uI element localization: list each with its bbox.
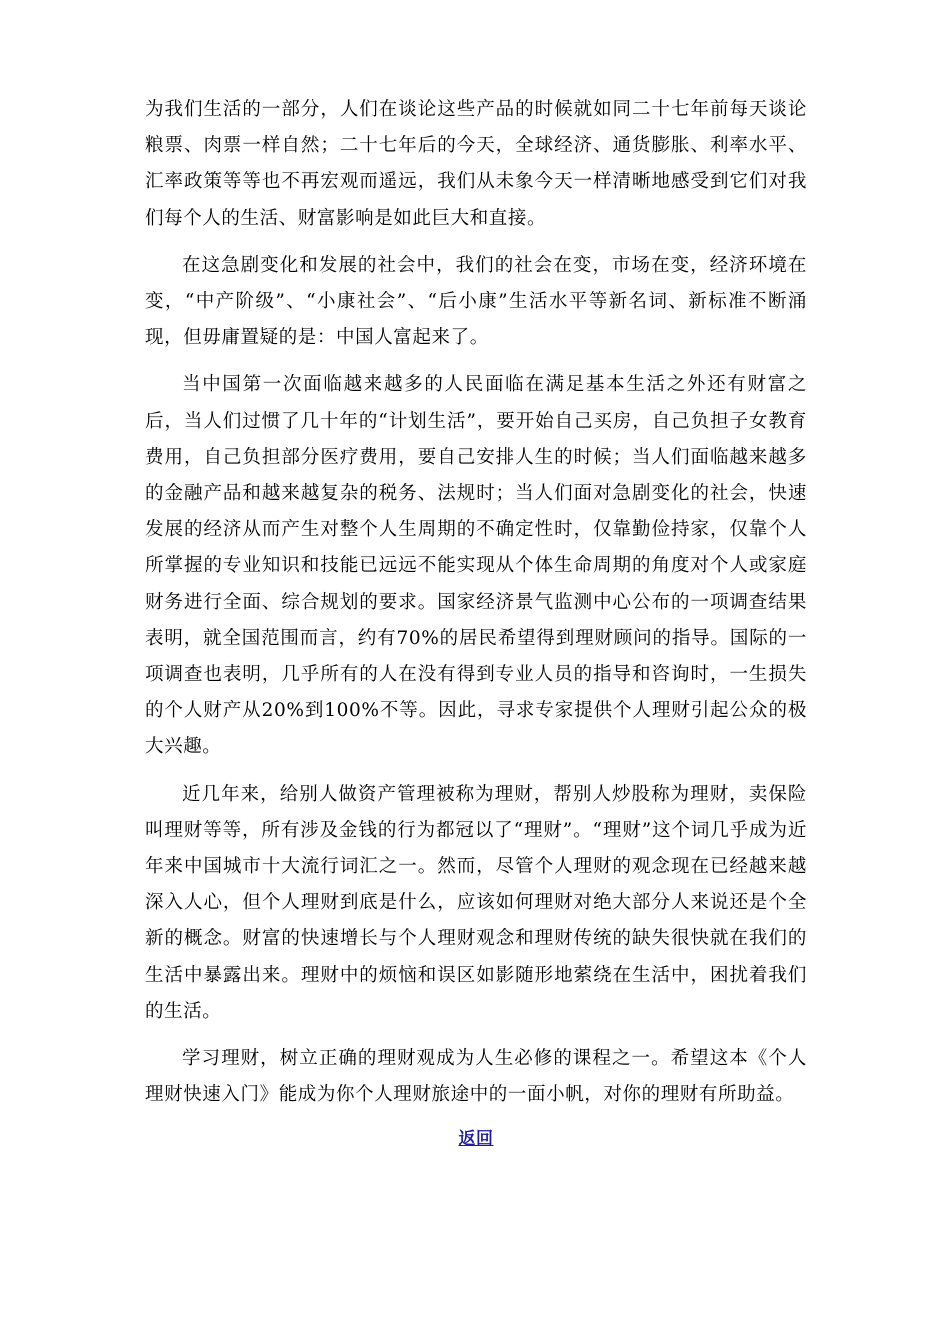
document-body xyxy=(145,92,807,1149)
paragraph: 为我们生活的一部分，人们在谈论这些产品的时候就如同二十七年前每天谈论粮票、肉票一样自然；二十七年后的今天，全球经济、通货膨胀、利率水平、汇率政策等等也不再宏观而遥远，我们从未象今天一样清晰地感受到它们对我们每个人的生活、财富影响是如此巨大和直接。 xyxy=(145,99,807,229)
paragraph: 近几年来，给别人做资产管理被称为理财，帮别人炒股称为理财，卖保险叫理财等等，所有涉及金钱的行为都冠以了“理财”。“理财”这个词几乎成为近年来中国城市十大流行词汇之一。然而，尽管个人理财的观念现在已经越来越深入人心，但个人理财到底是什么，应该如何理财对绝大部分人来说还是个全新的概念。财富的快速增长与个人理财观念和理财传统的缺失很快就在我们的生活中暴露出来。理财中的烦恼和误区如影随形地萦绕在生活中，困扰着我们的生活。 xyxy=(145,783,807,1022)
back-link[interactable]: 返回 xyxy=(458,1129,494,1150)
paragraph: 学习理财，树立正确的理财观成为人生必修的课程之一。希望这本《个人理财快速入门》能成为你个人理财旅途中的一面小帆，对你的理财有所助益。 xyxy=(145,1048,807,1106)
back-link-container xyxy=(145,1124,807,1149)
paragraph: 在这急剧变化和发展的社会中，我们的社会在变，市场在变，经济环境在变，“中产阶级”、“小康社会”、“后小康”生活水平等新名词、新标准不断涌现，但毋庸置疑的是：中国人富起来了。 xyxy=(145,254,807,349)
paragraph: 当中国第一次面临越来越多的人民面临在满足基本生活之外还有财富之后，当人们过惯了几十年的“计划生活”，要开始自己买房，自己负担子女教育费用，自己负担部分医疗费用，要自己安排人生的时候；当人们面临越来越多的金融产品和越来越复杂的税务、法规时；当人们面对急剧变化的社会，快速发展的经济从而产生对整个人生周期的不确定性时，仅靠勤俭持家，仅靠个人所掌握的专业知识和技能已远远不能实现从个体生命周期的角度对个人或家庭财务进行全面、综合规划的要求。国家经济景气监测中心公布的一项调查结果表明，就全国范围而言，约有70%的居民希望得到理财顾问的指导。国际的一项调查也表明，几乎所有的人在没有得到专业人员的指导和咨询时，一生损失的个人财产从20%到100%不等。因此，寻求专家提供个人理财引起公众的极大兴趣。 xyxy=(145,374,807,758)
